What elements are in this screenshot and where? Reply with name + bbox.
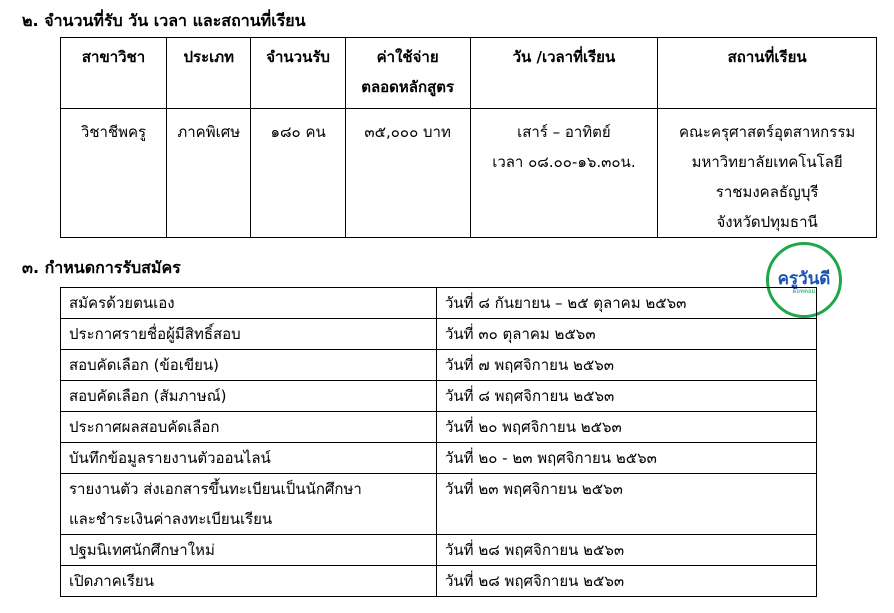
header-schedule: วัน /เวลาที่เรียน xyxy=(470,38,658,109)
table-row xyxy=(61,319,817,350)
schedule-table xyxy=(60,287,817,597)
logo-subtitle: ดอทคอม xyxy=(792,288,816,295)
admission-info-table xyxy=(60,37,877,238)
table-row xyxy=(61,288,817,319)
header-cost xyxy=(345,38,470,109)
header-cost-line2: ตลอดหลักสูตร xyxy=(361,78,455,96)
date-cell: วันที่ ๒๘ พฤศจิกายน ๒๕๖๓ xyxy=(437,535,817,566)
event-cell: ปฐมนิเทศนักศึกษาใหม่ xyxy=(61,535,437,566)
place-line: คณะครุศาสตร์อุตสาหกรรม xyxy=(678,123,856,141)
cell-quota: ๑๘๐ คน xyxy=(251,109,345,238)
header-type: ประเภท xyxy=(167,38,251,109)
header-major: สาขาวิชา xyxy=(61,38,167,109)
event-cell: เปิดภาคเรียน xyxy=(61,566,437,597)
date-cell: วันที่ ๗ พฤศจิกายน ๒๕๖๓ xyxy=(437,350,817,381)
table-row xyxy=(61,109,877,238)
table-row xyxy=(61,350,817,381)
table-header-row xyxy=(61,38,877,109)
event-cell: ประกาศผลสอบคัดเลือก xyxy=(61,412,437,443)
schedule-time: เวลา ๐๘.๐๐-๑๖.๓๐น. xyxy=(492,153,636,171)
event-cell xyxy=(61,474,437,535)
date-cell: วันที่ ๒๐ พฤศจิกายน ๒๕๖๓ xyxy=(437,412,817,443)
table-row xyxy=(61,443,817,474)
cell-cost: ๓๕,๐๐๐ บาท xyxy=(345,109,470,238)
cell-type: ภาคพิเศษ xyxy=(167,109,251,238)
event-cell: สมัครด้วยตนเอง xyxy=(61,288,437,319)
date-cell: วันที่ ๒๘ พฤศจิกายน ๒๕๖๓ xyxy=(437,566,817,597)
event-cell: ประกาศรายชื่อผู้มีสิทธิ์สอบ xyxy=(61,319,437,350)
cell-major: วิชาชีพครู xyxy=(61,109,167,238)
event-cell: สอบคัดเลือก (ข้อเขียน) xyxy=(61,350,437,381)
section-3-heading: ๓. กำหนดการรับสมัคร xyxy=(22,258,181,277)
header-place: สถานที่เรียน xyxy=(658,38,877,109)
date-cell: วันที่ ๒๓ พฤศจิกายน ๒๕๖๓ xyxy=(437,474,817,535)
section-2-heading: ๒. จำนวนที่รับ วัน เวลา และสถานที่เรียน xyxy=(22,11,306,30)
table-row xyxy=(61,412,817,443)
date-cell: วันที่ ๘ กันยายน – ๒๕ ตุลาคม ๒๕๖๓ xyxy=(437,288,817,319)
cell-schedule xyxy=(470,109,658,238)
header-quota: จำนวนรับ xyxy=(251,38,345,109)
place-line: ราชมงคลธัญบุรี xyxy=(715,183,819,201)
date-cell: วันที่ ๘ พฤศจิกายน ๒๕๖๓ xyxy=(437,381,817,412)
table-row xyxy=(61,535,817,566)
table-row xyxy=(61,381,817,412)
cell-place xyxy=(658,109,877,238)
table-row xyxy=(61,474,817,535)
event-cell: สอบคัดเลือก (สัมภาษณ์) xyxy=(61,381,437,412)
event-line: รายงานตัว ส่งเอกสารขึ้นทะเบียนเป็นนักศึกษา xyxy=(69,480,362,498)
header-cost-line1: ค่าใช้จ่าย xyxy=(376,48,439,66)
schedule-days: เสาร์ – อาทิตย์ xyxy=(517,123,611,141)
place-line: มหาวิทยาลัยเทคโนโลยี xyxy=(691,153,843,171)
date-cell: วันที่ ๒๐ - ๒๓ พฤศจิกายน ๒๕๖๓ xyxy=(437,443,817,474)
logo-title: ครูวันดี xyxy=(777,269,831,289)
event-cell: บันทึกข้อมูลรายงานตัวออนไลน์ xyxy=(61,443,437,474)
table-row xyxy=(61,566,817,597)
event-line: และชำระเงินค่าลงทะเบียนเรียน xyxy=(69,510,273,528)
date-cell: วันที่ ๓๐ ตุลาคม ๒๕๖๓ xyxy=(437,319,817,350)
place-line: จังหวัดปทุมธานี xyxy=(716,213,818,231)
